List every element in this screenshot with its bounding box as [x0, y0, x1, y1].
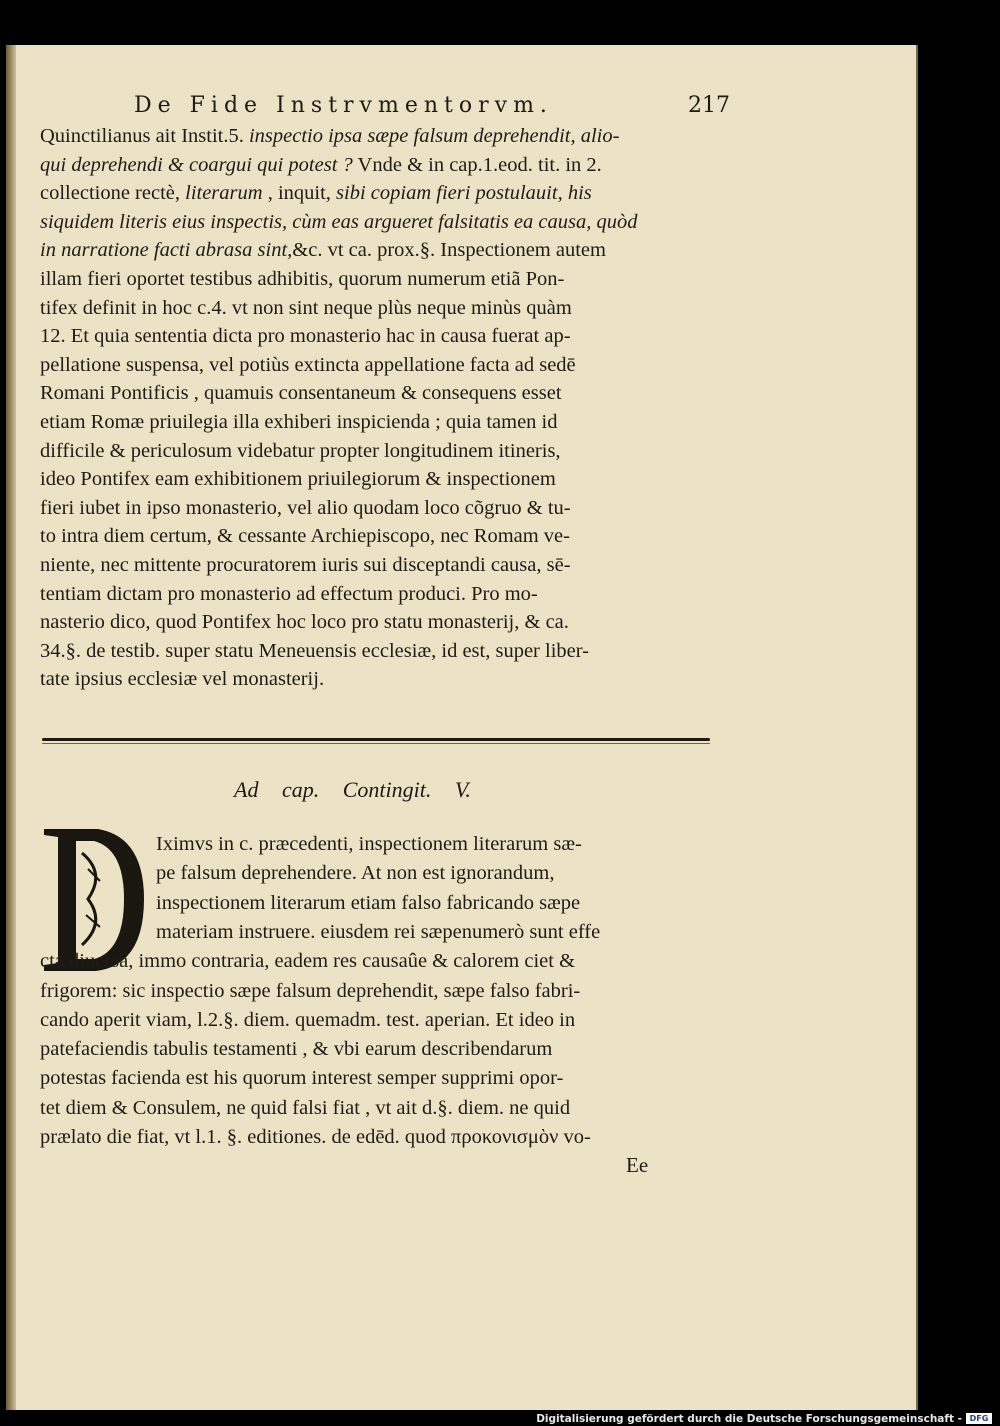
text-line [40, 467, 556, 491]
text-line [40, 639, 589, 663]
text-line [40, 381, 562, 405]
italic-span: siquidem literis eius inspectis, cùm eas argueret falsitatis ea causa, quòd [40, 210, 638, 233]
roman-span: difficile & periculosum videbatur propter longitudinem itineris, [40, 439, 561, 462]
text-line [40, 979, 580, 1003]
text-line [40, 667, 324, 691]
roman-span: prælato die fiat, vt l.1. §. editiones. de edēd. quod προκονισμὸν vo- [40, 1126, 591, 1148]
roman-span: nasterio dico, quod Pontifex hoc loco pro statu monasterij, & ca. [40, 611, 569, 634]
roman-span: Vnde & in cap.1.eod. tit. in 2. [352, 153, 602, 176]
roman-span: pe falsum deprehendere. At non est ignorandum, [156, 862, 555, 885]
dropcap-letter: D [36, 808, 49, 827]
text-line [40, 153, 602, 177]
text-line [40, 124, 619, 148]
italic-span: literarum [185, 182, 263, 205]
section-rule-shadow [42, 743, 710, 744]
roman-span: fieri iubet in ipso monasterio, vel alio quodam loco cõgruo & tu- [40, 496, 571, 519]
text-line [156, 891, 580, 915]
footer-bar [0, 1410, 1000, 1426]
text-line [40, 1096, 570, 1120]
text-line [156, 920, 600, 944]
dfg-logo-icon: DFG [966, 1413, 992, 1424]
page-gutter-shadow [6, 45, 16, 1410]
book-page [6, 45, 918, 1410]
text-line [40, 1008, 575, 1032]
catchword: Ee [626, 1153, 649, 1177]
text-line [40, 1066, 563, 1090]
text-line [40, 524, 570, 548]
roman-span: cta diuersa, immo contraria, eadem res causaûe & calorem ciet & [40, 950, 576, 973]
roman-span: Iximvs in c. præcedenti, inspectionem literarum sæ- [156, 833, 582, 855]
chapter-heading: Ad cap. Contingit. V. [234, 777, 471, 802]
section-rule [42, 738, 710, 741]
text-line [40, 296, 572, 320]
roman-span: niente, nec mittente procuratorem iuris sui disceptandi causa, sē- [40, 554, 571, 576]
roman-span: etiam Romæ priuilegia illa exhiberi inspicienda ; quia tamen id [40, 411, 558, 433]
text-line [40, 496, 571, 520]
roman-span: , inquit, [262, 182, 337, 205]
roman-span: 34.§. de testib. super statu Meneuensis ecclesiæ, id est, super liber- [40, 639, 589, 662]
text-line [40, 353, 576, 377]
roman-span: frigorem: sic inspectio sæpe falsum deprehendit, sæpe falso fabri- [40, 979, 581, 1002]
text-line [40, 582, 538, 606]
text-line [40, 439, 561, 463]
roman-span: materiam instruere. eiusdem rei sæpenumerò sunt effe [156, 920, 601, 943]
roman-span: Romani Pontificis , quamuis consentaneum & consequens esset [40, 382, 562, 405]
text-line [40, 267, 564, 291]
roman-span: illam fieri oportet testibus adhibitis, quorum numerum etiã Pon- [40, 268, 565, 290]
roman-span: tet diem & Consulem, ne quid falsi fiat , vt ait d.§. diem. ne quid [40, 1096, 571, 1119]
roman-span: &c. vt ca. prox.§. Inspectionem autem [292, 239, 606, 262]
text-line [40, 553, 571, 577]
roman-span: cando aperit viam, l.2.§. diem. quemadm. test. aperian. Et ideo in [40, 1008, 576, 1031]
italic-span: sibi copiam fieri postulauit, his [336, 182, 592, 205]
roman-span: tate ipsius ecclesiæ vel monasterij. [40, 668, 325, 691]
text-line [40, 238, 606, 262]
roman-span: inspectionem literarum etiam falso fabricando sæpe [156, 891, 581, 914]
running-head: De Fide Instrvmentorvm. [134, 93, 553, 118]
italic-span: in narratione facti abrasa sint, [40, 239, 293, 262]
text-line [156, 861, 555, 885]
roman-span: collectione rectè, [40, 182, 186, 205]
roman-span: tentiam dictam pro monasterio ad effectum produci. Pro mo- [40, 582, 538, 605]
roman-span: to intra diem certum, & cessante Archiepiscopo, nec Romam ve- [40, 525, 570, 548]
footer-credit: Digitalisierung gefördert durch die Deutsche Forschungsgemeinschaft - [536, 1413, 962, 1425]
text-line [40, 210, 637, 234]
text-line [40, 181, 592, 205]
italic-span: qui deprehendi & coargui qui potest ? [40, 153, 353, 176]
text-line [40, 1037, 552, 1061]
roman-span: potestas facienda est his quorum interest semper supprimi opor- [40, 1067, 564, 1090]
page-number: 217 [688, 93, 730, 118]
italic-span: inspectio ipsa sæpe falsum deprehendit, alio- [248, 125, 620, 147]
text-line [40, 949, 575, 973]
roman-span: 12. Et quia sententia dicta pro monasterio hac in causa fuerat ap- [40, 325, 571, 348]
roman-span: ideo Pontifex eam exhibitionem priuilegiorum & inspectionem [40, 468, 556, 491]
roman-span: patefaciendis tabulis testamenti , & vbi earum describendarum [40, 1038, 553, 1061]
text-line [40, 610, 569, 634]
text-line [40, 324, 571, 348]
roman-span: pellatione suspensa, vel potiùs extincta appellatione facta ad sedē [40, 353, 576, 376]
text-line [156, 832, 582, 856]
roman-span: tifex definit in hoc c.4. vt non sint neque plùs neque minùs quàm [40, 296, 572, 319]
text-line [40, 410, 558, 434]
roman-span: Quinctilianus ait Instit.5. [40, 125, 249, 147]
text-line [40, 1125, 591, 1149]
